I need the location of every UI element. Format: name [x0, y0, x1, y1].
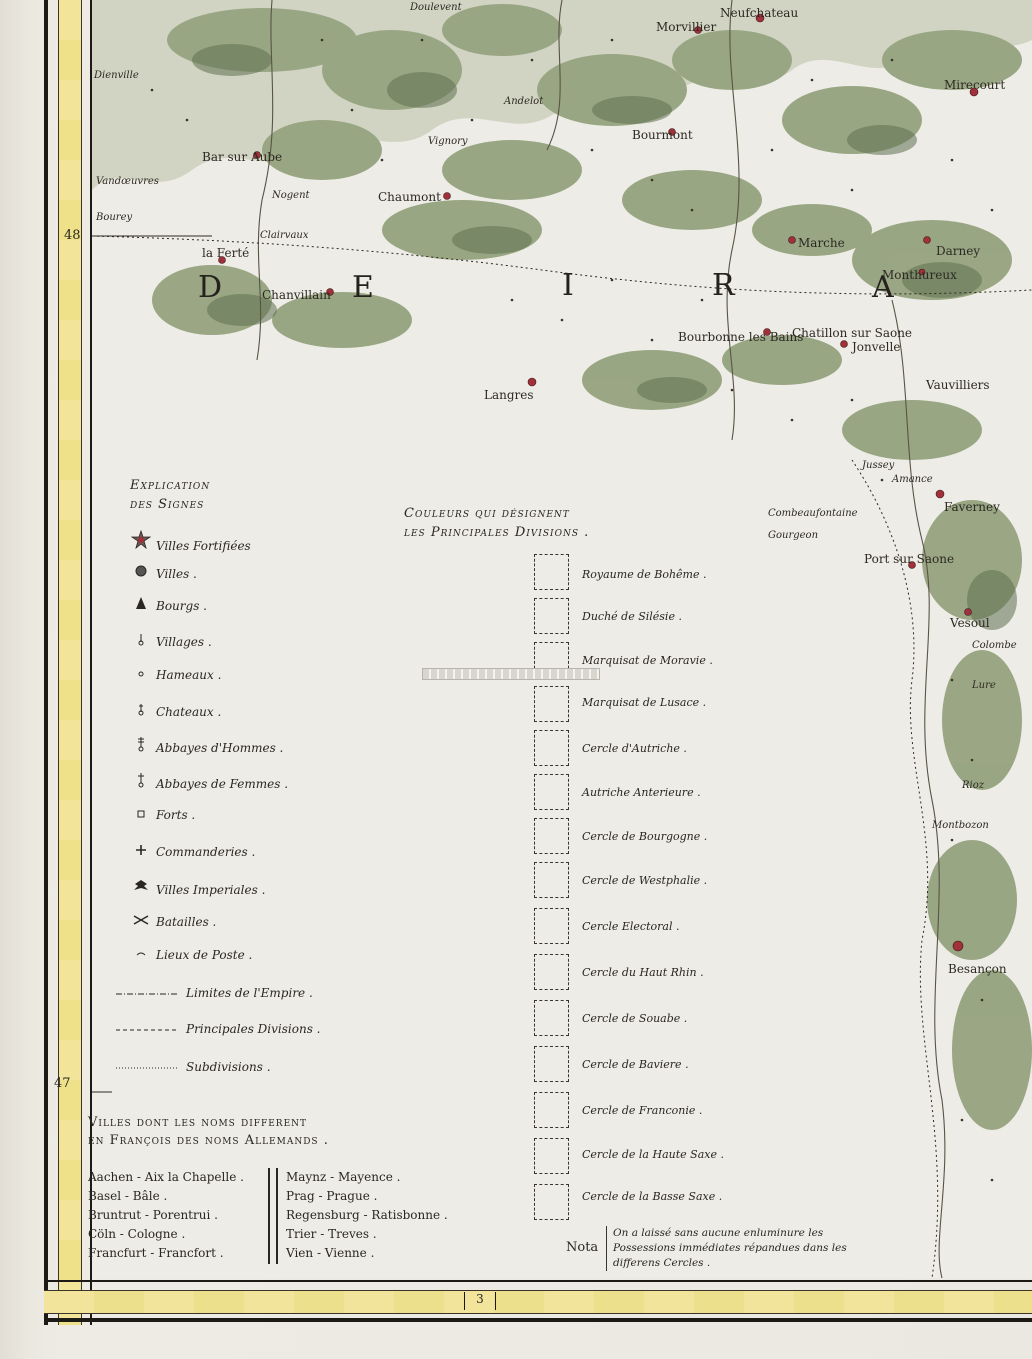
latitude-47-label: 47 [54, 1076, 71, 1091]
swatch-label: Cercle Electoral . [582, 920, 680, 933]
color-swatch [534, 1092, 569, 1128]
town-label: Montbozon [932, 820, 989, 831]
legend-label: Forts . [156, 808, 196, 822]
region-letter-e: E [352, 270, 376, 305]
town-label: Bourey [96, 212, 133, 223]
color-swatch [534, 554, 569, 590]
swatch-label: Cercle de Franconie . [582, 1104, 703, 1117]
village-icon [126, 632, 156, 649]
legend-label: Bourgs . [156, 599, 207, 613]
region-letter-a: A [872, 270, 896, 305]
legend-label: Villes . [156, 567, 197, 581]
town-label: Faverney [944, 500, 1000, 514]
legend-title [130, 476, 210, 514]
colors-legend-title [404, 504, 589, 542]
map-frame-left [44, 0, 92, 1325]
legend-item [126, 736, 283, 758]
town-label: Clairvaux [260, 230, 309, 241]
colors-title-line2: les Principales Divisions . [404, 525, 590, 540]
town-label: Morvillier [656, 20, 717, 34]
map-area [54, 0, 1032, 1278]
map-frame-bottom [44, 1280, 1032, 1328]
legend-item [126, 878, 265, 900]
region-letter-d: D [198, 270, 225, 305]
region-letter-i: I [562, 268, 576, 303]
legend-label: Limites de l'Empire . [186, 986, 313, 1000]
legend-item [126, 914, 216, 936]
legend-label: Abbayes de Femmes . [156, 777, 289, 791]
legend-item [126, 596, 207, 618]
empire-limit-line-sample [116, 991, 178, 997]
borough-icon [126, 596, 156, 613]
town-label: Andelot [504, 96, 544, 107]
legend-label: Hameaux . [156, 668, 222, 682]
villes-entry: Trier - Treves . [286, 1227, 377, 1241]
town-label: Bourbonne les Bains [678, 330, 804, 344]
town-label: Jussey [862, 460, 895, 471]
swatch-label: Duché de Silésie . [582, 610, 682, 623]
town-label: Chaumont [378, 190, 441, 204]
obscured-strip [422, 668, 600, 680]
town-label: Vandœuvres [96, 176, 159, 187]
villes-entry: Basel - Bâle . [88, 1189, 168, 1203]
town-label: Neufchateau [720, 6, 799, 20]
swatch-label: Autriche Anterieure . [582, 786, 701, 799]
legend-label: Commanderies . [156, 845, 256, 859]
villes-entry: Maynz - Mayence . [286, 1170, 401, 1184]
town-label: Mirecourt [944, 78, 1006, 92]
column-divider [268, 1168, 278, 1264]
swatch-label: Cercle du Haut Rhin . [582, 966, 704, 979]
swatch-label: Cercle de Westphalie . [582, 874, 708, 887]
color-swatch [534, 598, 569, 634]
legend-title-line2: des Signes [130, 497, 205, 512]
town-label: Vauvilliers [926, 378, 990, 392]
villes-entry: Cöln - Cologne . [88, 1227, 186, 1241]
legend-item [126, 632, 212, 654]
villes-right-column [286, 1168, 448, 1263]
color-swatch [534, 1000, 569, 1036]
town-label: Monthureux [882, 268, 957, 282]
terrain-svg [92, 0, 1032, 1278]
nota-text: On a laissé sans aucune enluminure les Possessions immédiates répandues dans les differens Cercles . [606, 1226, 859, 1271]
town-label: Langres [484, 388, 534, 402]
legend-title-line1: Explication [130, 478, 211, 493]
color-swatch [534, 908, 569, 944]
swatch-label: Cercle d'Autriche . [582, 742, 687, 755]
legend-item [126, 808, 195, 830]
division-line-sample [116, 1027, 178, 1033]
swatch-label: Cercle de Souabe . [582, 1012, 688, 1025]
swatch-label: Royaume de Bohême . [582, 568, 707, 581]
post-icon [126, 948, 156, 962]
town-label: Chatillon sur Saone [792, 326, 913, 340]
town-label: Marche [798, 236, 845, 250]
villes-entry: Regensburg - Ratisbonne . [286, 1208, 448, 1222]
legend-item [126, 948, 252, 970]
town-label: Bar sur Aube [202, 150, 283, 164]
town-label: Port sur Saone [864, 552, 955, 566]
fort-icon [126, 808, 156, 822]
town-icon [126, 564, 156, 581]
sheet-number: 3 [464, 1292, 496, 1310]
legend-line-item [116, 1022, 321, 1044]
villes-entry: Aachen - Aix la Chapelle . [88, 1170, 244, 1184]
swatch-label: Cercle de Baviere . [582, 1058, 689, 1071]
color-swatch [534, 862, 569, 898]
town-label: Bourmont [632, 128, 693, 142]
legend-item [126, 668, 221, 690]
town-label: Jonvelle [852, 340, 901, 354]
castle-icon [126, 702, 156, 719]
town-label: Besançon [948, 962, 1007, 976]
legend-label: Villes Fortifiées [156, 539, 251, 553]
legend-label: Chateaux . [156, 705, 222, 719]
town-label: Chanvillain [262, 288, 331, 302]
legend-item [126, 844, 255, 866]
legend-item [126, 702, 221, 724]
legend-item [126, 530, 251, 552]
town-label: Lure [972, 680, 996, 691]
abbey-women-icon [126, 772, 156, 791]
town-label: Darney [936, 244, 981, 258]
town-label: Vesoul [950, 616, 990, 630]
color-swatch [534, 686, 569, 722]
subdivision-line-sample [116, 1065, 178, 1071]
town-label: Vignory [428, 136, 468, 147]
villes-entry: Bruntrut - Porentrui . [88, 1208, 218, 1222]
swatch-label: Marquisat de Moravie . [582, 654, 713, 667]
town-label: Amance [892, 474, 933, 485]
abbey-men-icon [126, 736, 156, 755]
legend-label: Villages . [156, 635, 212, 649]
color-swatch [534, 730, 569, 766]
legend-label: Subdivisions . [186, 1060, 271, 1074]
legend-label: Abbayes d'Hommes . [156, 741, 284, 755]
legend-item [126, 772, 288, 794]
town-label: Rioz [962, 780, 985, 791]
color-swatch [534, 1184, 569, 1220]
legend-label: Villes Imperiales . [156, 883, 266, 897]
legend-label: Principales Divisions . [186, 1022, 321, 1036]
legend-line-item [116, 1060, 271, 1082]
imperial-town-icon [126, 878, 156, 897]
swatch-label: Cercle de la Haute Saxe . [582, 1148, 724, 1161]
region-letter-r: R [712, 268, 737, 303]
battle-icon [126, 914, 156, 929]
legend-label: Lieux de Poste . [156, 948, 253, 962]
villes-left-column [88, 1168, 244, 1263]
town-label: Nogent [272, 190, 310, 201]
color-swatch [534, 1138, 569, 1174]
legend-item [126, 564, 197, 586]
hamlet-icon [126, 668, 156, 682]
villes-title-line1: Villes dont les noms different [88, 1115, 308, 1130]
villes-entry: Vien - Vienne . [286, 1246, 375, 1260]
commandery-icon [126, 844, 156, 859]
legend-label: Batailles . [156, 915, 217, 929]
villes-title-line2: en François des noms Allemands . [88, 1133, 329, 1148]
color-swatch [534, 774, 569, 810]
legend-line-item [116, 986, 313, 1008]
swatch-label: Marquisat de Lusace . [582, 696, 707, 709]
swatch-label: Cercle de Bourgogne . [582, 830, 708, 843]
villes-entry: Francfurt - Francfort . [88, 1246, 224, 1260]
nota-label: Nota [566, 1240, 599, 1255]
color-swatch [534, 954, 569, 990]
town-label: Combeaufontaine [768, 508, 858, 519]
town-label: la Ferté [202, 246, 250, 260]
villes-entry: Prag - Prague . [286, 1189, 378, 1203]
colors-title-line1: Couleurs qui désignent [404, 506, 570, 521]
fortified-town-icon [126, 530, 156, 553]
color-swatch [534, 818, 569, 854]
swatch-label: Cercle de la Basse Saxe . [582, 1190, 723, 1203]
villes-title [88, 1114, 329, 1150]
color-swatch [534, 1046, 569, 1082]
town-label: Dienville [94, 70, 139, 81]
town-label: Doulevent [410, 2, 462, 13]
town-label: Gourgeon [768, 530, 819, 541]
latitude-48-label: 48 [64, 228, 81, 243]
town-label: Colombe [972, 640, 1017, 651]
